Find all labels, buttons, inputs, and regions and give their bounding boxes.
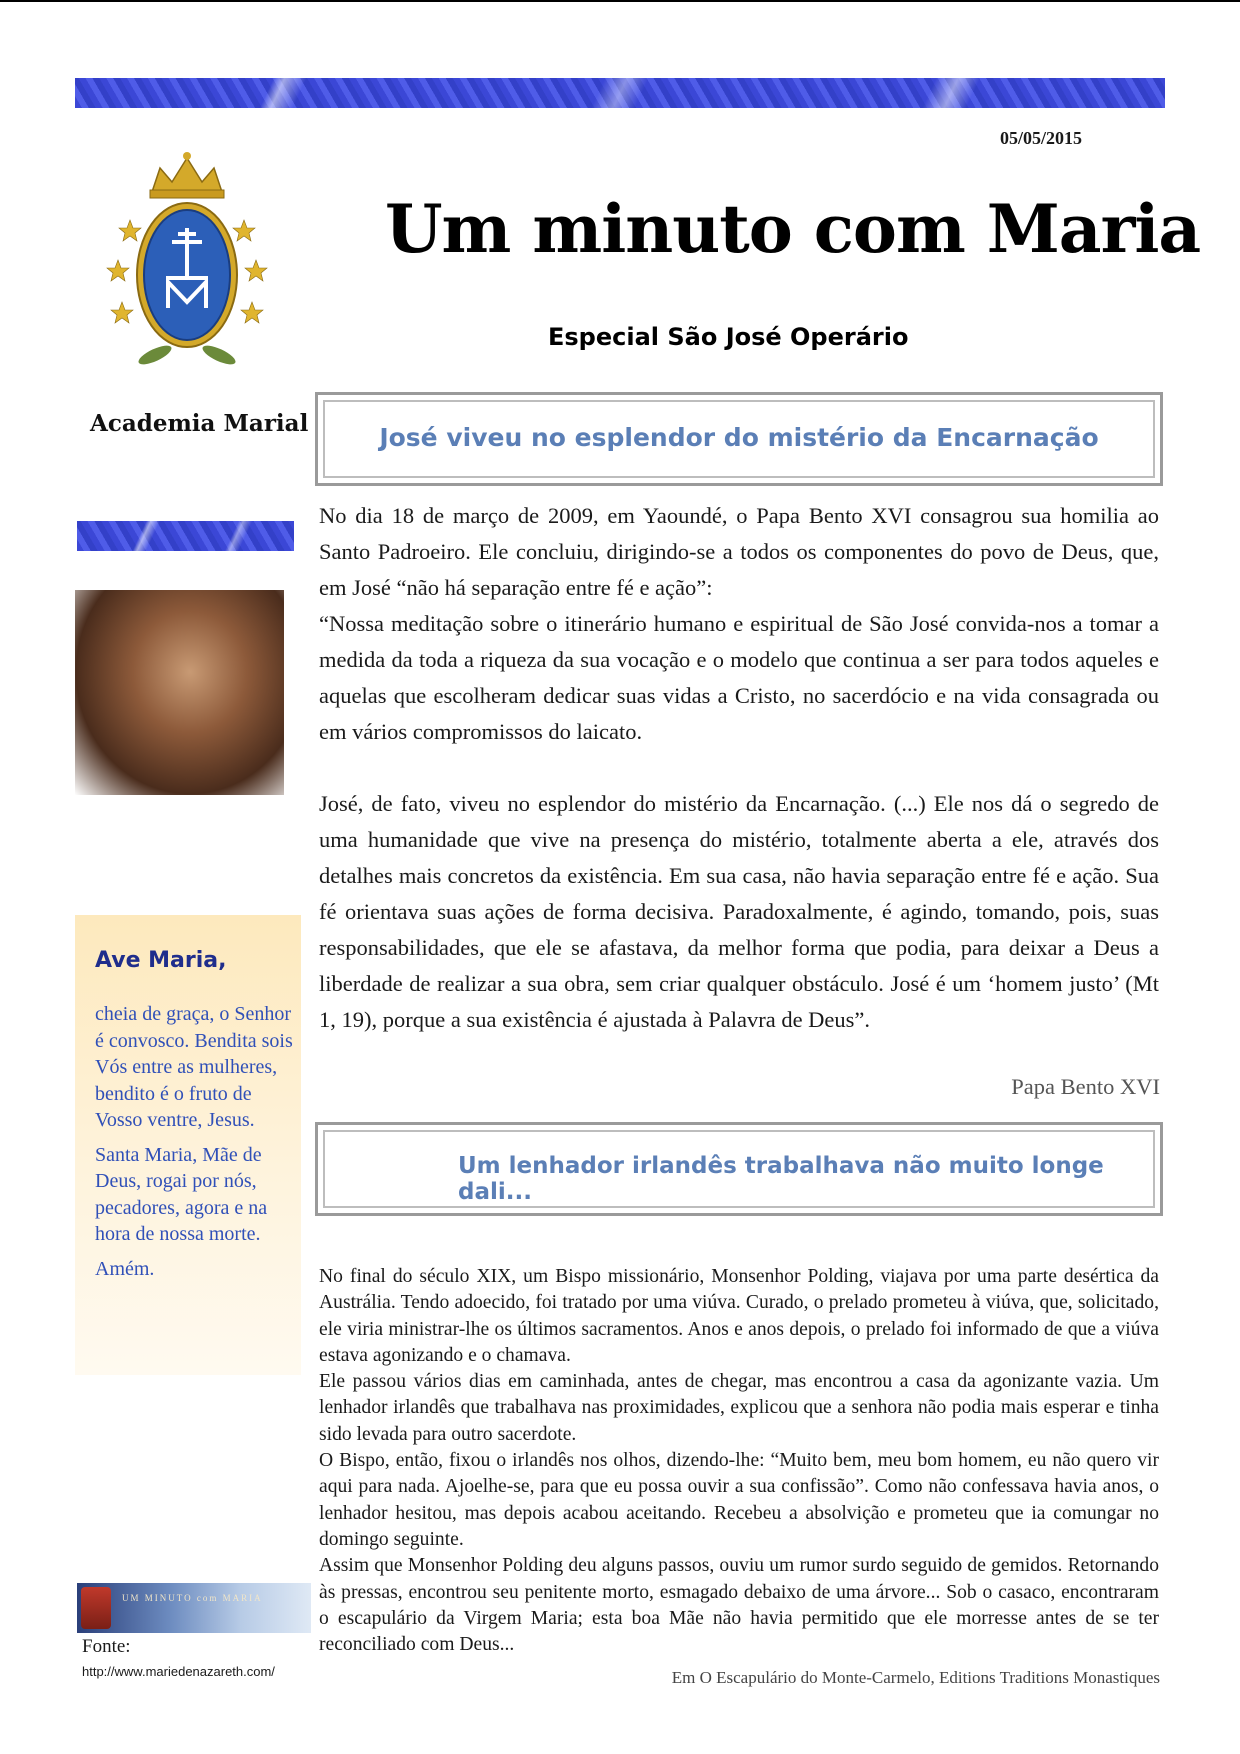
section2-paragraph: Assim que Monsenhor Polding deu alguns passos, ouviu um rumor surdo seguido de gemidos. Retornando às pressas, encontrou seu penitente morto, esmagado debaixo de uma árvore... Sob o casaco, encontraram o escapulário da Virgem Maria; esta boa Mãe não havia permitido que ele morresse antes de se ter reconciliado com Deus... xyxy=(319,1555,1159,1656)
prayer-text xyxy=(95,1001,295,1290)
section1-paragraph: No dia 18 de março de 2009, em Yaoundé, o Papa Bento XVI consagrou sua homilia ao Santo Padroeiro. Ele concluiu, dirigindo-se a todos os componentes do povo de Deus, que, em José “não há separação entre fé e ação”: xyxy=(319,503,1159,600)
section2-paragraph: No final do século XIX, um Bispo missionário, Monsenhor Polding, viajava por uma parte desértica da Austrália. Tendo adoecido, foi tratado por uma viúva. Curado, o prelado prometeu à viúva, que, solicitado, ele viria ministrar-lhe os últimos sacramentos. Anos e anos depois, o prelado foi informado de que a viúva estava agonizando e o chamava. xyxy=(319,1266,1159,1366)
issue-date: 05/05/2015 xyxy=(1000,128,1083,148)
prayer-title: Ave Maria, xyxy=(95,948,227,973)
academia-marial-logo xyxy=(100,150,275,385)
section2-paragraph: Ele passou vários dias em caminhada, antes de chegar, mas encontrou a casa da agonizante vazia. Um lenhador irlandês que trabalhava nas proximidades, explicou que a senhora não podia mais esperar e tinha sido levada para outro sacerdote. xyxy=(319,1371,1159,1445)
section2-heading-frame xyxy=(315,1122,1163,1216)
page-title: Um minuto com Maria xyxy=(385,190,1201,268)
prayer-stanza: Amém. xyxy=(95,1257,155,1280)
holy-family-image xyxy=(75,590,284,795)
source-label: Fonte: xyxy=(82,1636,131,1657)
page-subtitle: Especial São José Operário xyxy=(548,323,909,351)
section1-paragraph: “Nossa meditação sobre o itinerário humano e espiritual de São José convida-nos a tomar a medida da toda a riqueza da sua vocação e o modelo que continua a ser para todos aqueles e aquelas que escolheram dedicar suas vidas a Cristo, no sacerdócio e na vida consagrada ou em vários compromissos do laicato. xyxy=(319,611,1159,744)
top-rule xyxy=(0,0,1240,2)
madonna-icon xyxy=(81,1587,111,1629)
section2-heading: Um lenhador irlandês trabalhava não muito longe dali... xyxy=(458,1153,1104,1205)
prayer-box xyxy=(75,915,301,1375)
section1-paragraph: José, de fato, viveu no esplendor do mistério da Encarnação. (...) Ele nos dá o segredo de uma humanidade que vive na presença do mistério, totalmente aberta a ele, através dos detalhes mais concretos da existência. Em sua casa, não havia separação entre fé e ação. Sua fé orientava suas ações de forma decisiva. Paradoxalmente, é agindo, tomando, pois, suas responsabilidades, que ele se afastava, da melhor forma que podia, para deixar a Deus a liberdade de realizar a sua obra, sem criar qualquer obstáculo. José é um ‘homem justo’ (Mt 1, 19), porque a sua existência é ajustada à Palavra de Deus”. xyxy=(319,791,1159,1032)
crown-icon xyxy=(150,152,224,198)
header-banner xyxy=(75,78,1165,108)
prayer-stanza: Santa Maria, Mãe de Deus, rogai por nós, pecadores, agora e na hora de nossa morte. xyxy=(95,1143,268,1245)
section1-heading: José viveu no esplendor do mistério da Encarnação xyxy=(379,423,1099,452)
section2-body xyxy=(319,1264,1159,1658)
um-minuto-thumbnail xyxy=(77,1583,311,1633)
source-url[interactable]: http://www.mariedenazareth.com/ xyxy=(82,1664,275,1679)
section2-paragraph: O Bispo, então, fixou o irlandês nos olhos, dizendo-lhe: “Muito bem, meu bom homem, eu não quero vir aqui para nada. Ajoelhe-se, para que eu possa ouvir a sua confissão”. Como não confessava havia anos, o lenhador hesitou, mas depois acabou aceitando. Recebeu a absolvição e prometeu que ia comungar no domingo seguinte. xyxy=(319,1450,1159,1550)
prayer-stanza: cheia de graça, o Senhor é convosco. Bendita sois Vós entre as mulheres, bendito é o fruto de Vosso ventre, Jesus. xyxy=(95,1003,293,1131)
logo-caption: Academia Marial xyxy=(90,410,309,437)
section1-body xyxy=(319,498,1159,1038)
side-banner xyxy=(77,521,294,551)
section1-signature: Papa Bento XVI xyxy=(1011,1074,1160,1099)
section2-source: Em O Escapulário do Monte-Carmelo, Editions Traditions Monastiques xyxy=(671,1668,1160,1687)
thumbnail-text: UM MINUTO com MARIA xyxy=(122,1593,263,1603)
section1-heading-frame xyxy=(315,392,1163,486)
